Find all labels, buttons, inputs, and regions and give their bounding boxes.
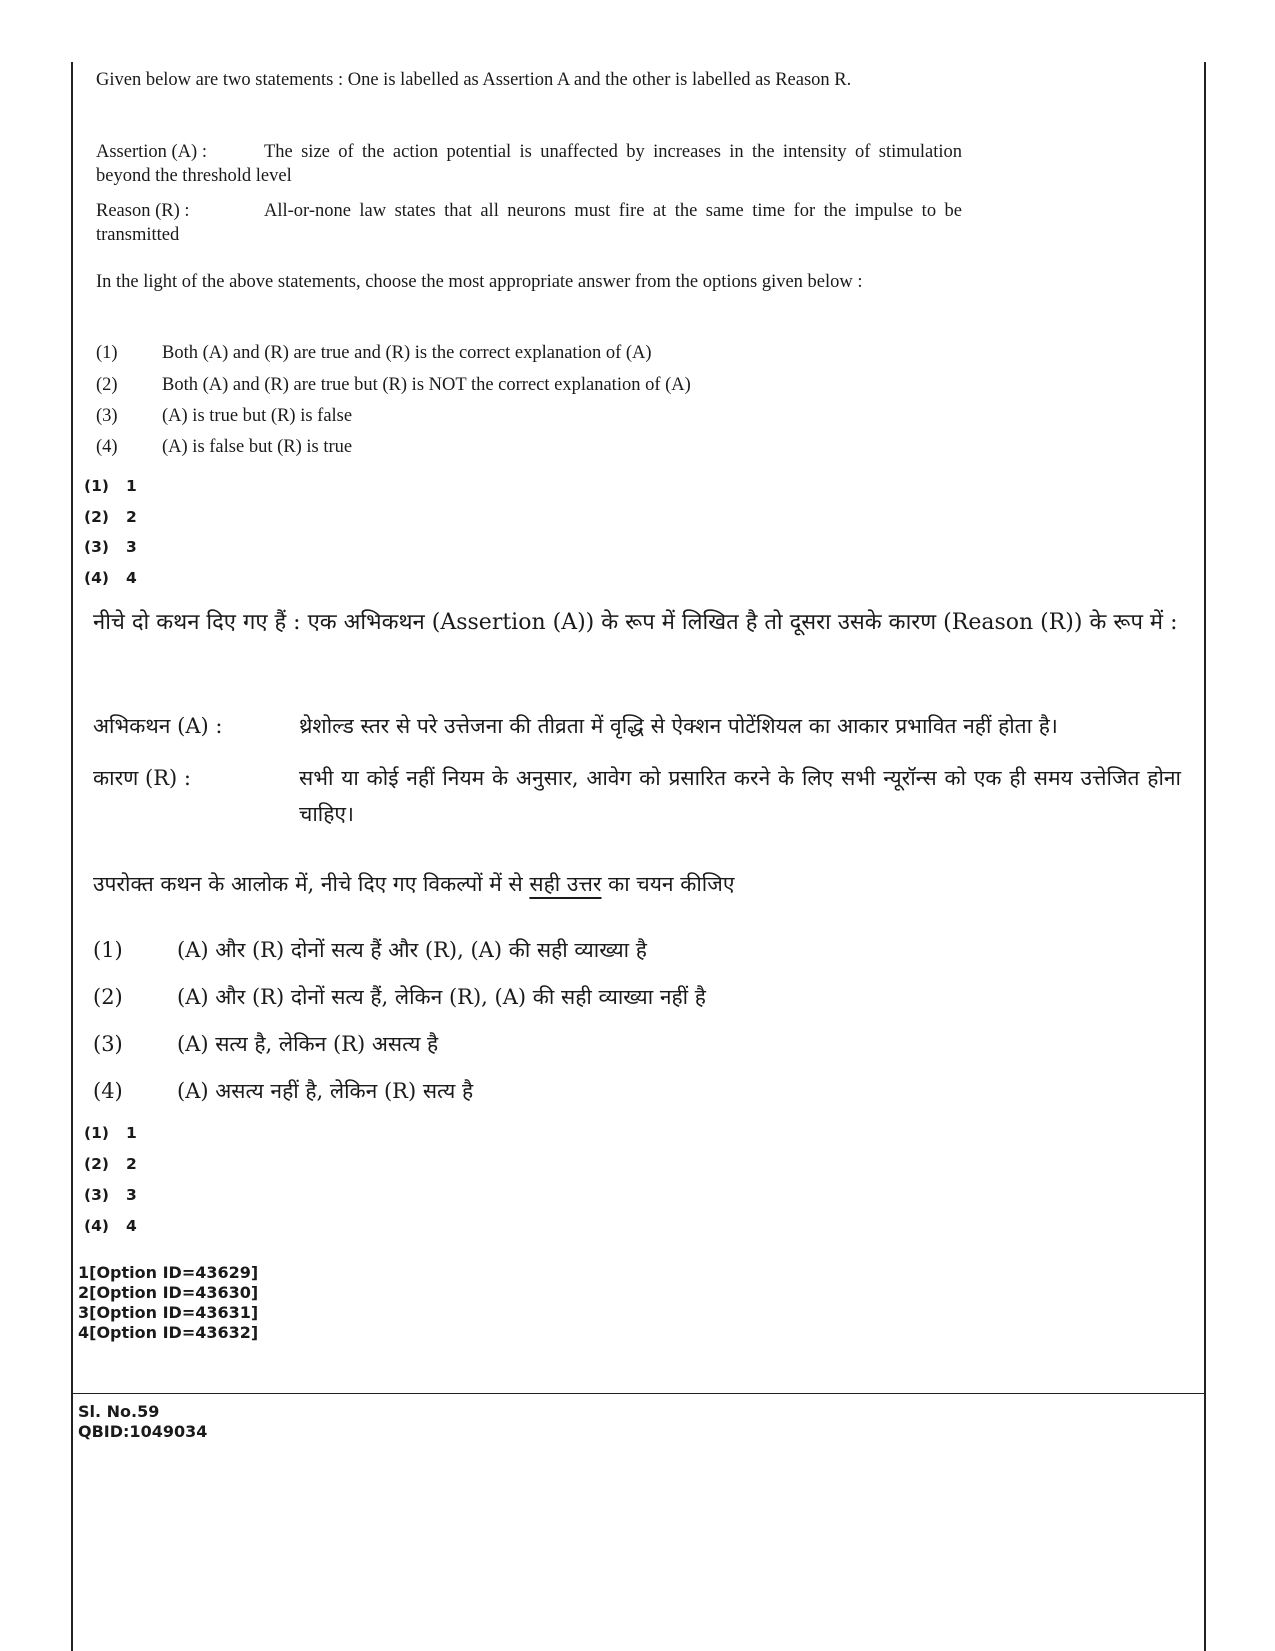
option-id: 4[Option ID=43632]: [78, 1323, 259, 1342]
answer-choice-hi-1: [84, 1124, 137, 1142]
hindi-reason-label: कारण (R) :: [93, 766, 191, 790]
hindi-assertion: [93, 708, 1183, 744]
english-option-3: [96, 404, 352, 428]
assertion-label: Assertion (A) :: [96, 142, 207, 162]
answer-number: (4): [84, 569, 109, 587]
hindi-option-1: [93, 935, 647, 965]
answer-value: 2: [126, 1155, 137, 1173]
english-instruction: [96, 270, 962, 294]
option-text: (A) is true but (R) is false: [162, 406, 353, 426]
option-number: (2): [96, 375, 118, 395]
english-intro: [96, 68, 962, 92]
english-assertion: [96, 140, 962, 188]
answer-choice-hi-3: [84, 1186, 137, 1204]
option-number: (1): [96, 343, 118, 363]
option-text: Both (A) and (R) are true and (R) is the correct explanation of (A): [162, 343, 652, 363]
option-id: 3[Option ID=43631]: [78, 1303, 259, 1322]
option-text: (A) असत्य नहीं है, लेकिन (R) सत्य है: [177, 1079, 474, 1103]
option-text: (A) is false but (R) is true: [162, 437, 353, 457]
hindi-assertion-label: अभिकथन (A) :: [93, 714, 223, 738]
hindi-instruction-text: उपरोक्त कथन के आलोक में, नीचे दिए गए विकल्पों में से: [93, 872, 530, 896]
hindi-instruction-end: का चयन कीजिए: [601, 872, 735, 896]
option-number: (1): [93, 938, 123, 962]
answer-value: 2: [126, 508, 137, 526]
hindi-reason: [93, 760, 1183, 832]
answer-number: (2): [84, 508, 109, 526]
answer-number: (1): [84, 1124, 109, 1142]
hindi-assertion-text: थ्रेशोल्ड स्तर से परे उत्तेजना की तीव्रता में वृद्धि से ऐक्शन पोटेंशियल का आकार प्रभावित नहीं होता है।: [299, 714, 1058, 738]
answer-value: 3: [126, 1186, 137, 1204]
hindi-option-2: [93, 982, 706, 1012]
answer-choice-en-2: [84, 508, 137, 526]
hindi-instruction-emphasis: सही उत्तर: [529, 872, 602, 896]
hindi-instruction: [93, 866, 1183, 902]
answer-value: 4: [126, 569, 137, 587]
option-text: (A) सत्य है, लेकिन (R) असत्य है: [177, 1032, 439, 1056]
english-instruction-text: In the light of the above statements, choose the most appropriate answer from the options given below :: [96, 272, 863, 292]
english-option-4: [96, 435, 352, 459]
page-frame: [71, 62, 1206, 1651]
answer-number: (3): [84, 1186, 109, 1204]
answer-choice-en-1: [84, 477, 137, 495]
serial-number: Sl. No.59: [78, 1402, 160, 1421]
hindi-intro-text: नीचे दो कथन दिए गए हैं : एक अभिकथन (Assertion (A)) के रूप में लिखित है तो दूसरा उसके कारण (Reason (R)) के रूप में :: [93, 610, 1178, 635]
option-id-list: [78, 1263, 258, 1343]
option-text: (A) और (R) दोनों सत्य हैं, लेकिन (R), (A) की सही व्याख्या नहीं है: [177, 985, 706, 1009]
option-number: (3): [96, 406, 118, 426]
answer-choice-en-3: [84, 538, 137, 556]
answer-number: (1): [84, 477, 109, 495]
english-reason: [96, 199, 962, 247]
section-divider: [71, 1393, 1206, 1394]
hindi-intro: [93, 605, 1183, 641]
question-bank-id: QBID:1049034: [78, 1422, 208, 1441]
answer-value: 3: [126, 538, 137, 556]
answer-choice-hi-2: [84, 1155, 137, 1173]
reason-text: All-or-none law states that all neurons must fire at the same time for the impulse to be transmitted: [96, 201, 962, 245]
option-id: 1[Option ID=43629]: [78, 1263, 259, 1282]
option-text: (A) और (R) दोनों सत्य हैं और (R), (A) की सही व्याख्या है: [177, 938, 647, 962]
answer-value: 1: [126, 1124, 137, 1142]
answer-number: (3): [84, 538, 109, 556]
english-option-1: [96, 341, 652, 365]
assertion-text: The size of the action potential is unaffected by increases in the intensity of stimulation beyond the threshold level: [96, 142, 962, 186]
option-id: 2[Option ID=43630]: [78, 1283, 259, 1302]
answer-choice-hi-4: [84, 1217, 137, 1235]
answer-number: (2): [84, 1155, 109, 1173]
answer-value: 4: [126, 1217, 137, 1235]
option-number: (4): [93, 1079, 123, 1103]
option-number: (4): [96, 437, 118, 457]
english-option-2: [96, 373, 691, 397]
reason-label: Reason (R) :: [96, 201, 190, 221]
hindi-reason-text: सभी या कोई नहीं नियम के अनुसार, आवेग को प्रसारित करने के लिए सभी न्यूरॉन्स को एक ही समय उत्तेजित होना चाहिए।: [299, 766, 1181, 826]
answer-number: (4): [84, 1217, 109, 1235]
next-question-header: [78, 1402, 207, 1442]
option-number: (3): [93, 1032, 123, 1056]
option-number: (2): [93, 985, 123, 1009]
option-text: Both (A) and (R) are true but (R) is NOT the correct explanation of (A): [162, 375, 691, 395]
hindi-option-4: [93, 1076, 473, 1106]
english-intro-text: Given below are two statements : One is labelled as Assertion A and the other is labelled as Reason R.: [96, 70, 852, 90]
answer-value: 1: [126, 477, 137, 495]
hindi-option-3: [93, 1029, 438, 1059]
answer-choice-en-4: [84, 569, 137, 587]
